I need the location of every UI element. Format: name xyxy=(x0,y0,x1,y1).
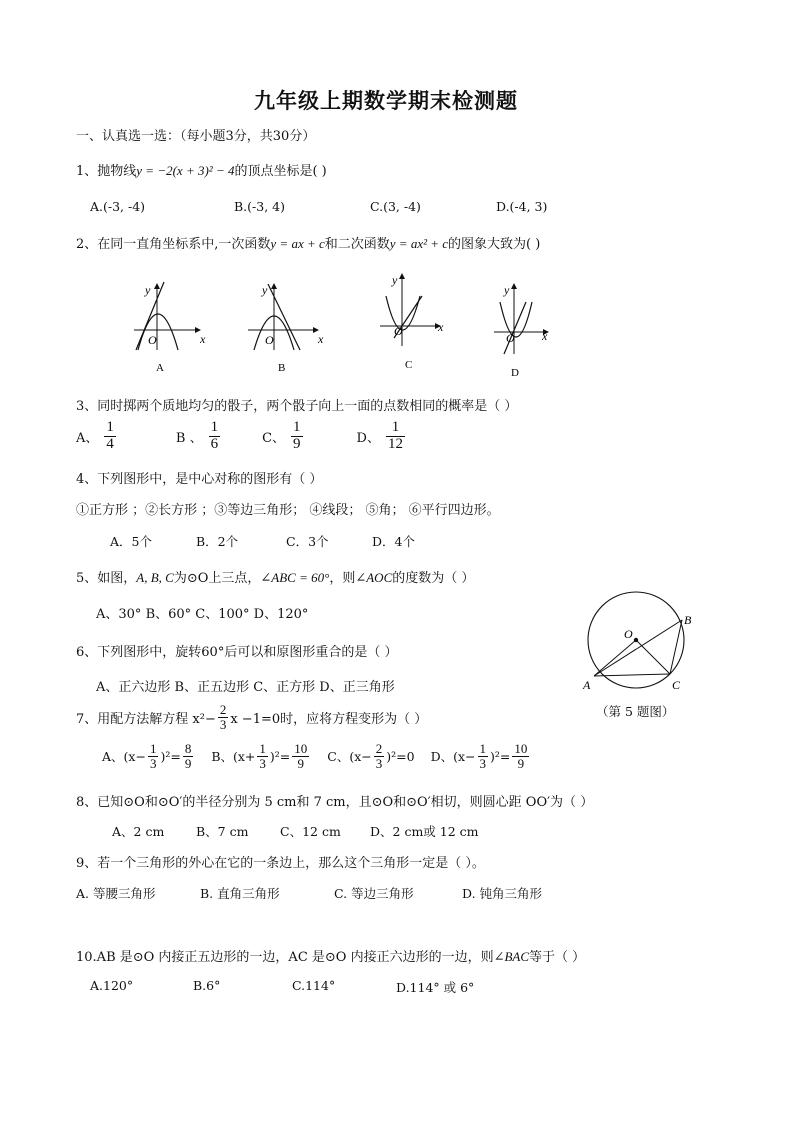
q6-options: A、正六边形 B、正五边形 C、正方形 D、正三角形 xyxy=(96,680,395,695)
q2-graph-b xyxy=(248,283,324,374)
question-6: 6、下列图形中，旋转60°后可以和原图形重合的是（ ） xyxy=(76,645,398,660)
question-3: 3、同时掷两个质地均匀的骰子，两个骰子向上一面的点数相同的概率是（ ） xyxy=(76,399,518,414)
page-title: 九年级上期数学期末检测题 xyxy=(254,89,518,113)
q5-circle-figure xyxy=(580,590,700,695)
svg-text:A: A xyxy=(583,678,591,692)
svg-text:O: O xyxy=(394,324,403,338)
svg-text:O: O xyxy=(624,627,633,641)
q2-graph-a-label: A xyxy=(156,362,164,374)
question-10: 10.AB 是⊙O 内接正五边形的一边，AC 是⊙O 内接正六边形的一边，则∠BAC等于（ ） xyxy=(76,949,586,965)
q8-option-c: C、12 cm xyxy=(280,824,341,839)
question-9: 9、若一个三角形的外心在它的一条边上，那么这个三角形一定是（ ）。 xyxy=(76,856,485,871)
q3-option-a-fraction: $\frac{1}{4}$ xyxy=(106,419,114,452)
svg-text:x: x xyxy=(542,329,548,343)
q2-graph-b-label: B xyxy=(278,362,286,374)
q1-option-d: D.(-4, 3) xyxy=(496,199,548,214)
q8-option-b: B、7 cm xyxy=(196,824,249,839)
svg-text:x: x xyxy=(438,320,444,334)
q2-graph-c-label: C xyxy=(405,359,413,371)
svg-text:x: x xyxy=(318,332,324,346)
svg-text:O: O xyxy=(265,333,274,347)
svg-text:y: y xyxy=(504,283,510,297)
svg-text:y: y xyxy=(145,283,151,297)
q2-graph-a xyxy=(134,282,206,374)
svg-text:O: O xyxy=(506,331,515,345)
q9-option-b: B. 直角三角形 xyxy=(200,886,280,901)
question-4: 4、下列图形中，是中心对称的图形有（ ） xyxy=(76,472,323,487)
question-2: 2、在同一直角坐标系中,一次函数y = ax + c和二次函数y = ax² + c的图象大致为( ) xyxy=(76,236,541,252)
q10-option-d: D.114° 或 6° xyxy=(396,980,475,995)
svg-text:y: y xyxy=(392,273,398,287)
q4-items: ①正方形 ；②长方形 ；③等边三角形； ④线段； ⑤角； ⑥平行四边形。 xyxy=(76,503,500,518)
q9-option-c: C. 等边三角形 xyxy=(334,886,414,901)
q1-option-b: B.(-3, 4) xyxy=(234,199,285,214)
question-7: 7、用配方法解方程 x²− $\frac{2}{3}$ x −1=0时，应将方程变形为（ ） xyxy=(76,702,428,732)
question-8: 8、已知⊙O和⊙O′的半径分别为 5 cm和 7 cm，且⊙O和⊙O′相切，则圆心距 OO′为（ ） xyxy=(76,795,594,810)
q2-graph-c xyxy=(380,273,444,371)
question-5: 5、如图，A, B, C为⊙O上三点，∠ABC = 60°，则∠AOC的度数为（ ） xyxy=(76,570,475,586)
q4-option-a: A．5个 xyxy=(110,534,152,549)
q3-options: A、 $\frac{1}{4}$ B 、 $\frac{1}{6}$ C、 $\frac{1}{9}$ D、 $\frac{1}{12}$ xyxy=(76,419,403,452)
q3-option-d-fraction: $\frac{1}{12}$ xyxy=(387,419,403,452)
q1-expression: y = −2(x + 3)² − 4 xyxy=(136,163,235,178)
q7-fraction: $\frac{2}{3}$ xyxy=(219,702,227,732)
q7-options: A、(x− $\frac{1}{3}$ )²= $\frac{8}{9}$ B、(x+ $\frac{1}{3}$ )²= $\frac{10}{9}$ C、(x− $\frac{2}{3}$ )²=0 D、(x− $\frac{1}{3}$ )²= $\frac{10}{9}$ xyxy=(102,741,528,771)
q3-option-c-fraction: $\frac{1}{9}$ xyxy=(293,419,301,452)
q8-option-a: A、2 cm xyxy=(112,824,165,839)
q2-graph-d xyxy=(494,283,548,379)
q10-option-c: C.114° xyxy=(292,978,336,993)
q3-option-b-fraction: $\frac{1}{6}$ xyxy=(210,419,219,452)
svg-text:x: x xyxy=(200,332,206,346)
q2-graphs xyxy=(120,268,560,383)
svg-text:C: C xyxy=(672,678,681,692)
svg-text:y: y xyxy=(262,283,268,297)
section-heading: 一、认真选一选：（每小题3分，共30分） xyxy=(76,129,316,144)
q5-options: A、30° B、60° C、100° D、120° xyxy=(96,607,309,622)
q10-option-a: A.120° xyxy=(90,978,134,993)
q5-figure-caption: （第 5 题图） xyxy=(596,704,675,719)
q8-option-d: D、2 cm或 12 cm xyxy=(370,824,479,839)
q9-option-d: D. 钝角三角形 xyxy=(462,886,543,901)
q4-option-c: C．3个 xyxy=(286,534,329,549)
q10-option-b: B.6° xyxy=(193,978,221,993)
q1-option-a: A.(-3, -4) xyxy=(90,199,146,214)
q4-option-b: B．2个 xyxy=(196,534,239,549)
q1-option-c: C.(3, -4) xyxy=(370,199,421,214)
svg-text:O: O xyxy=(148,333,157,347)
question-1: 1、抛物线y = −2(x + 3)² − 4的顶点坐标是( ) xyxy=(76,163,327,179)
q9-option-a: A. 等腰三角形 xyxy=(76,886,156,901)
q2-graph-d-label: D xyxy=(511,367,519,379)
q4-option-d: D．4个 xyxy=(372,534,415,549)
svg-text:B: B xyxy=(684,613,692,627)
